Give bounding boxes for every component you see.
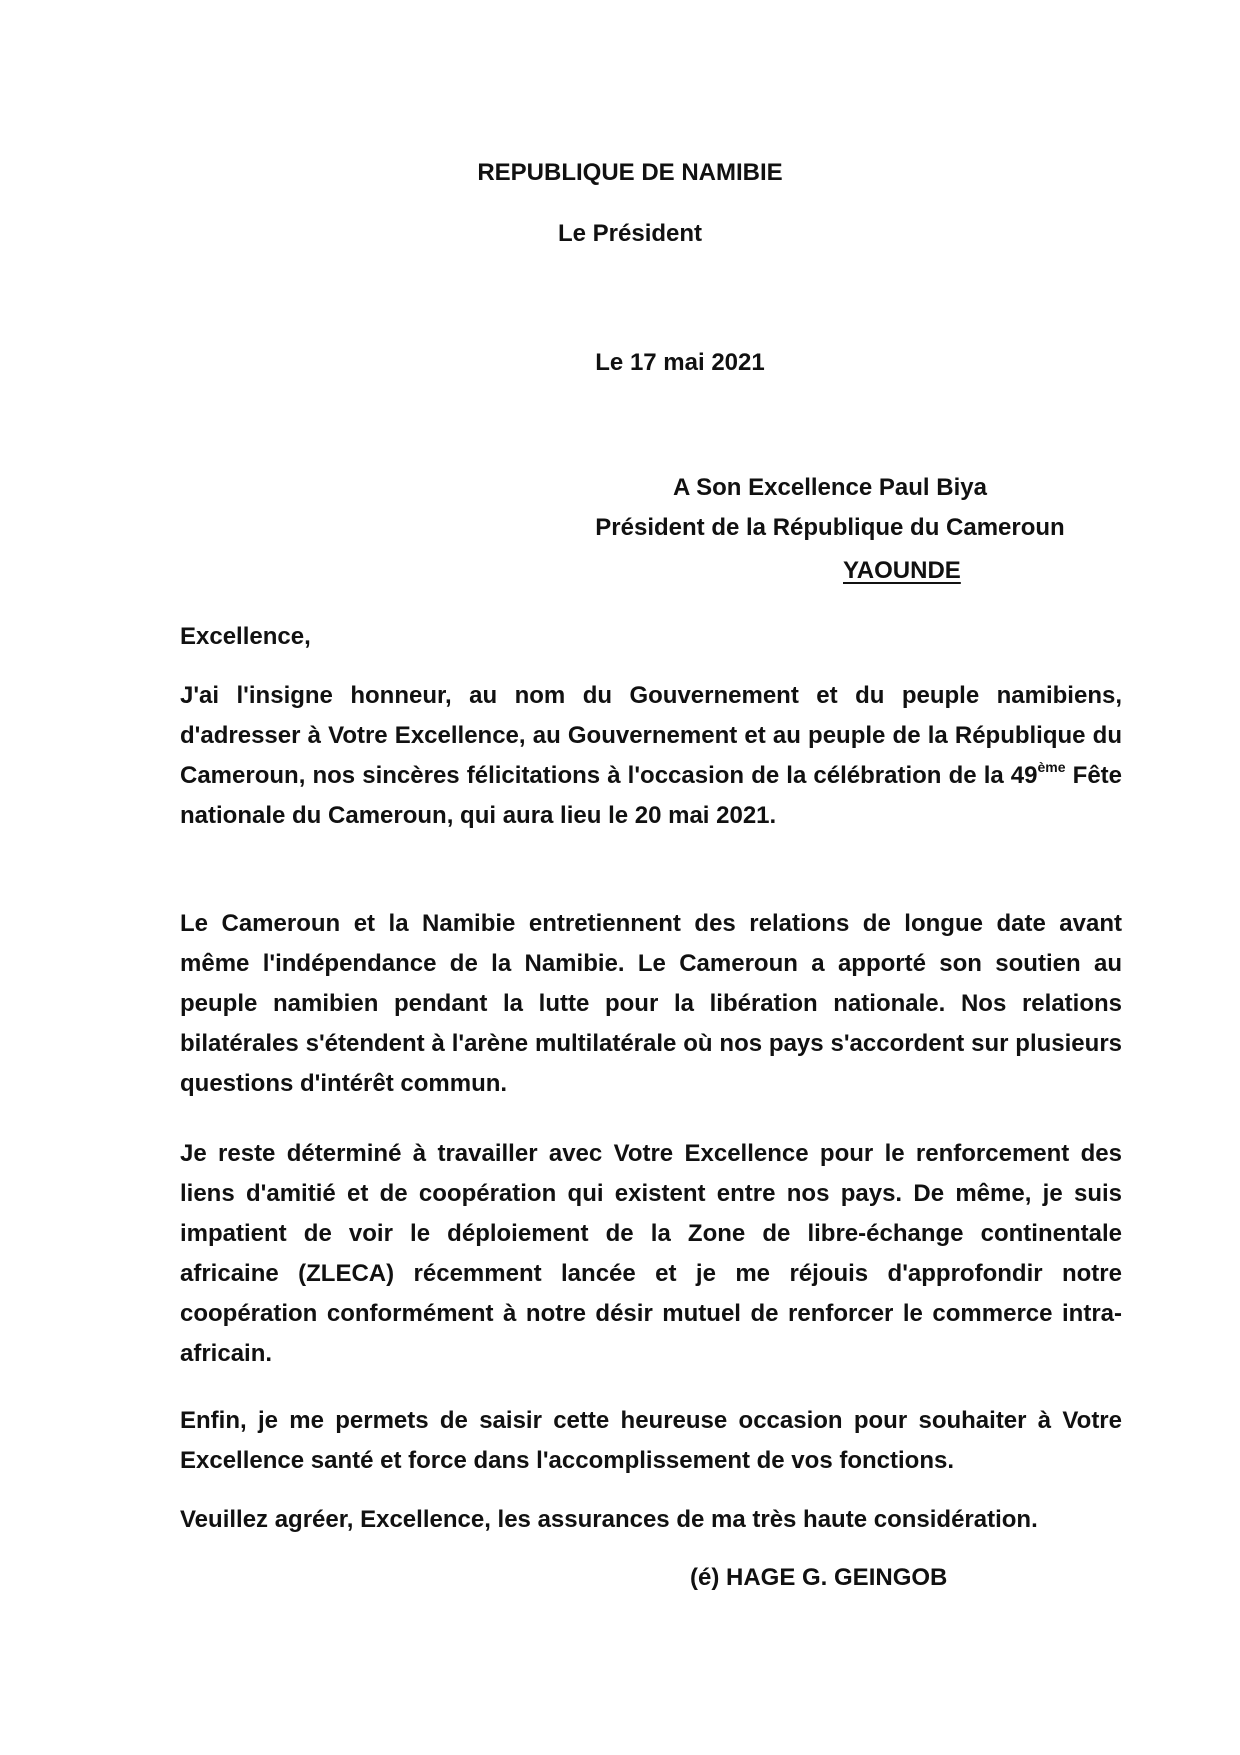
body-paragraph-1-text-end: Fête nationale du Cameroun, qui aura lieu le 20 mai 2021.	[180, 762, 1123, 829]
body-paragraph-2: Le Cameroun et la Namibie entretiennent des relations de longue date avant même l'indépendance de la Namibie. Le Cameroun a apporté son soutien au peuple namibien pendant la lutte pour la libération nationale. Nos relations bilatérales s'étendent à l'arène multilatérale où nos pays s'accordent sur plusieurs questions d'intérêt commun.	[180, 910, 1122, 1097]
letter-date: Le 17 mai 2021	[595, 349, 765, 376]
ordinal-suffix: ème	[1037, 759, 1066, 775]
body-paragraph-3: Je reste déterminé à travailler avec Votre Excellence pour le renforcement des liens d'amitié et de coopération qui existent entre nos pays. De même, je suis impatient de voir le déploiement de la Zone de libre-échange continentale africaine (ZLECA) récemment lancée et je me réjouis d'approfondir notre coopération conformément à notre désir mutuel de renforcer le commerce intra-africain.	[180, 1140, 1122, 1367]
closing-formula: Veuillez agréer, Excellence, les assurances de ma très haute considération.	[180, 1506, 1038, 1533]
salutation: Excellence,	[180, 623, 311, 650]
letterhead-country: REPUBLIQUE DE NAMIBIE	[477, 159, 783, 186]
signature: (é) HAGE G. GEINGOB	[690, 1564, 948, 1591]
body-paragraph-1	[180, 676, 1122, 836]
recipient-name: A Son Excellence Paul Biya	[673, 474, 987, 501]
recipient-title: Président de la République du Cameroun	[595, 514, 1065, 541]
body-paragraph-4: Enfin, je me permets de saisir cette heureuse occasion pour souhaiter à Votre Excellence santé et force dans l'accomplissement de vos fonctions.	[180, 1407, 1122, 1474]
letterhead-office: Le Président	[557, 220, 703, 247]
recipient-city: YAOUNDE	[843, 557, 961, 584]
body-paragraph-1-text: J'ai l'insigne honneur, au nom du Gouvernement et du peuple namibiens, d'adresser à Votre Excellence, au Gouvernement et au peuple de la République du Cameroun, nos sincères félicitations à l'occasion de la célébration de la 49	[180, 682, 1122, 789]
